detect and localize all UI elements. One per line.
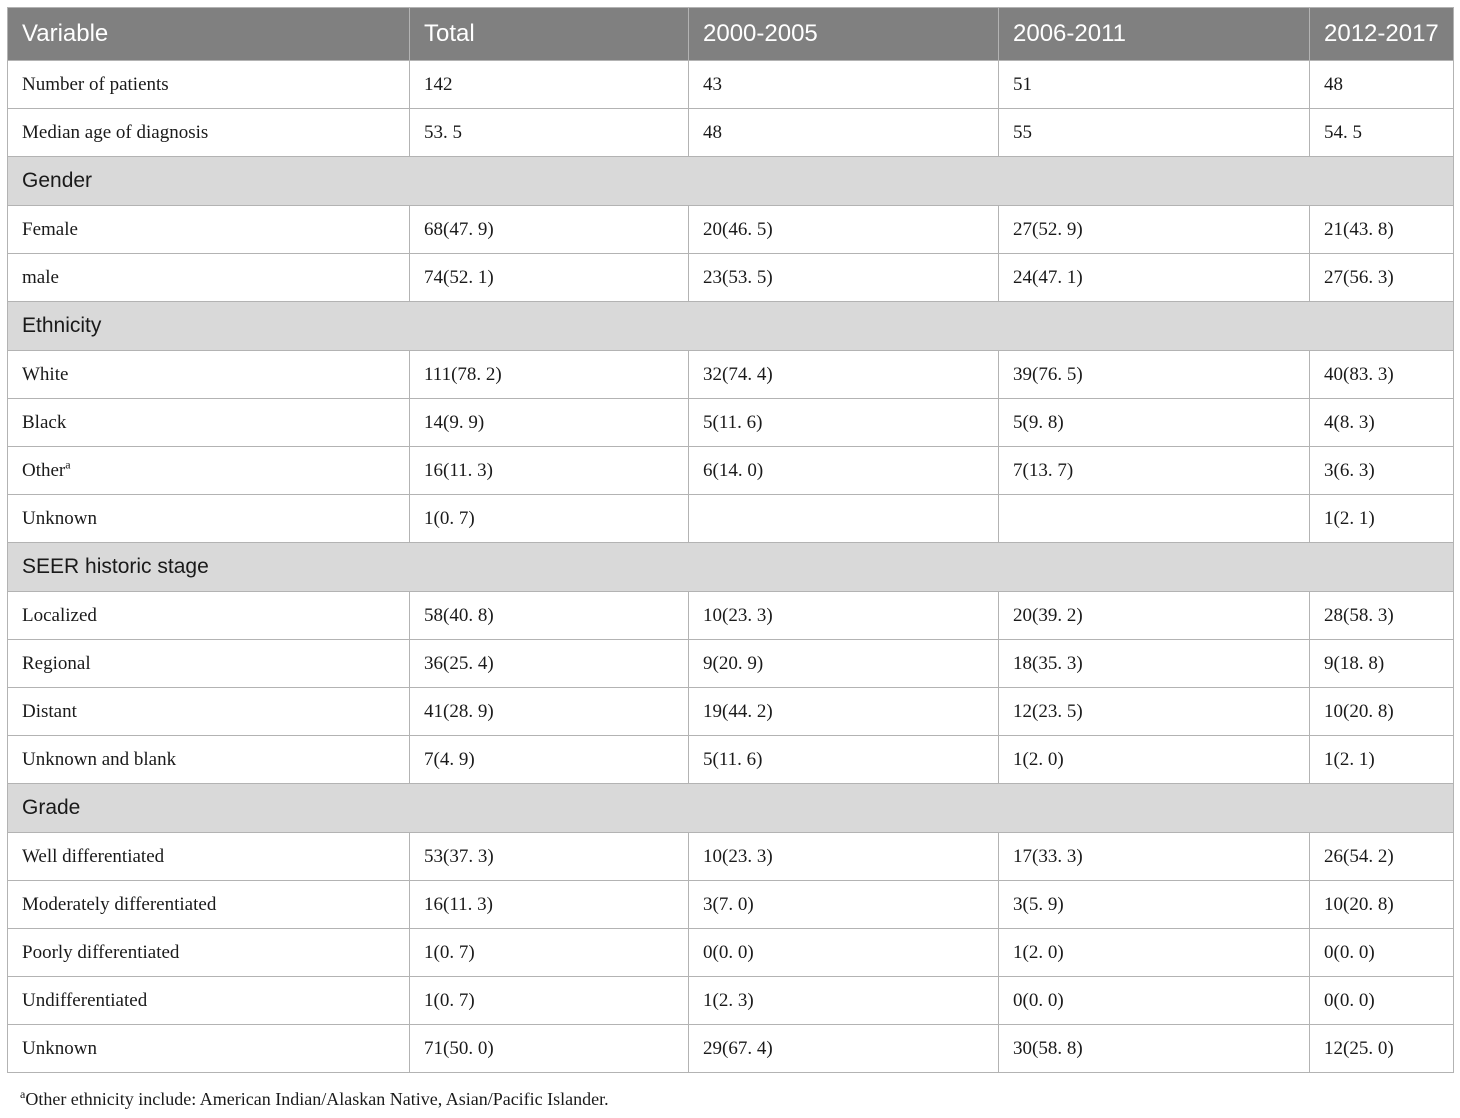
footnote-marker: a	[65, 457, 71, 472]
cell-2006-2011: 51	[999, 61, 1310, 109]
table-row	[8, 351, 1454, 399]
cell-2000-2005	[689, 495, 999, 543]
cell-2006-2011	[999, 495, 1310, 543]
cell-2000-2005: 10(23. 3)	[689, 592, 999, 640]
table-row	[8, 736, 1454, 784]
cell-total: 36(25. 4)	[410, 640, 689, 688]
table-row	[8, 929, 1454, 977]
section-row	[8, 543, 1454, 592]
cell-2000-2005: 32(74. 4)	[689, 351, 999, 399]
cell-2012-2017: 27(56. 3)	[1310, 254, 1454, 302]
cell-2012-2017: 1(2. 1)	[1310, 736, 1454, 784]
footnote-text: Other ethnicity include: American Indian/Alaskan Native, Asian/Pacific Islander.	[25, 1089, 609, 1109]
cell-variable: Poorly differentiated	[8, 929, 410, 977]
cell-variable: Female	[8, 206, 410, 254]
cell-total: 1(0. 7)	[410, 929, 689, 977]
cell-2006-2011: 24(47. 1)	[999, 254, 1310, 302]
table-body	[8, 61, 1454, 1073]
cell-2006-2011: 55	[999, 109, 1310, 157]
table-row	[8, 1025, 1454, 1073]
cell-2006-2011: 5(9. 8)	[999, 399, 1310, 447]
cell-2000-2005: 3(7. 0)	[689, 881, 999, 929]
table-row	[8, 61, 1454, 109]
cell-2012-2017: 21(43. 8)	[1310, 206, 1454, 254]
cell-variable: Well differentiated	[8, 833, 410, 881]
cell-2006-2011: 1(2. 0)	[999, 736, 1310, 784]
cell-2000-2005: 43	[689, 61, 999, 109]
cell-2000-2005: 5(11. 6)	[689, 399, 999, 447]
cell-2000-2005: 19(44. 2)	[689, 688, 999, 736]
cell-total: 16(11. 3)	[410, 447, 689, 495]
cell-2006-2011: 39(76. 5)	[999, 351, 1310, 399]
header-row	[8, 8, 1454, 61]
cell-2012-2017: 10(20. 8)	[1310, 881, 1454, 929]
table-row	[8, 640, 1454, 688]
section-row	[8, 157, 1454, 206]
cell-2012-2017: 12(25. 0)	[1310, 1025, 1454, 1073]
footnote	[20, 1089, 609, 1110]
cell-total: 53. 5	[410, 109, 689, 157]
cell-variable: Number of patients	[8, 61, 410, 109]
table-row	[8, 977, 1454, 1025]
cell-2006-2011: 7(13. 7)	[999, 447, 1310, 495]
cell-total: 111(78. 2)	[410, 351, 689, 399]
table-row	[8, 399, 1454, 447]
cell-variable: Unknown	[8, 495, 410, 543]
cell-2012-2017: 9(18. 8)	[1310, 640, 1454, 688]
cell-variable: male	[8, 254, 410, 302]
cell-2012-2017: 0(0. 0)	[1310, 929, 1454, 977]
cell-variable: Median age of diagnosis	[8, 109, 410, 157]
cell-total: 58(40. 8)	[410, 592, 689, 640]
cell-2012-2017: 28(58. 3)	[1310, 592, 1454, 640]
cell-total: 68(47. 9)	[410, 206, 689, 254]
cell-2012-2017: 4(8. 3)	[1310, 399, 1454, 447]
table-row	[8, 881, 1454, 929]
cell-2006-2011: 0(0. 0)	[999, 977, 1310, 1025]
cell-variable	[8, 447, 410, 495]
cell-2006-2011: 18(35. 3)	[999, 640, 1310, 688]
section-label: Gender	[8, 157, 1454, 206]
cell-total: 1(0. 7)	[410, 977, 689, 1025]
cell-total: 16(11. 3)	[410, 881, 689, 929]
cell-2000-2005: 29(67. 4)	[689, 1025, 999, 1073]
cell-variable: Undifferentiated	[8, 977, 410, 1025]
cell-2000-2005: 23(53. 5)	[689, 254, 999, 302]
table-row	[8, 688, 1454, 736]
table-row	[8, 833, 1454, 881]
cell-2000-2005: 1(2. 3)	[689, 977, 999, 1025]
cell-2012-2017: 0(0. 0)	[1310, 977, 1454, 1025]
cell-variable: Moderately differentiated	[8, 881, 410, 929]
cell-2000-2005: 9(20. 9)	[689, 640, 999, 688]
cell-variable: Regional	[8, 640, 410, 688]
cell-2000-2005: 6(14. 0)	[689, 447, 999, 495]
cell-2006-2011: 12(23. 5)	[999, 688, 1310, 736]
cell-variable: Unknown and blank	[8, 736, 410, 784]
table-row	[8, 495, 1454, 543]
cell-variable: Distant	[8, 688, 410, 736]
cell-2012-2017: 26(54. 2)	[1310, 833, 1454, 881]
section-row	[8, 302, 1454, 351]
header-variable: Variable	[8, 8, 410, 61]
cell-variable: Unknown	[8, 1025, 410, 1073]
section-row	[8, 784, 1454, 833]
cell-total: 74(52. 1)	[410, 254, 689, 302]
header-2006-2011: 2006-2011	[999, 8, 1310, 61]
cell-2006-2011: 30(58. 8)	[999, 1025, 1310, 1073]
cell-2012-2017: 40(83. 3)	[1310, 351, 1454, 399]
cell-total: 53(37. 3)	[410, 833, 689, 881]
cell-2000-2005: 48	[689, 109, 999, 157]
table-row	[8, 254, 1454, 302]
cell-2006-2011: 20(39. 2)	[999, 592, 1310, 640]
header-total: Total	[410, 8, 689, 61]
cell-2012-2017: 48	[1310, 61, 1454, 109]
cell-2006-2011: 1(2. 0)	[999, 929, 1310, 977]
cell-variable: White	[8, 351, 410, 399]
cell-total: 142	[410, 61, 689, 109]
section-label: Grade	[8, 784, 1454, 833]
cell-total: 41(28. 9)	[410, 688, 689, 736]
characteristics-table	[7, 7, 1454, 1073]
section-label: SEER historic stage	[8, 543, 1454, 592]
header-2012-2017: 2012-2017	[1310, 8, 1454, 61]
footnote-marker: a	[20, 1087, 26, 1101]
cell-2012-2017: 10(20. 8)	[1310, 688, 1454, 736]
cell-2006-2011: 3(5. 9)	[999, 881, 1310, 929]
cell-2000-2005: 10(23. 3)	[689, 833, 999, 881]
cell-variable: Black	[8, 399, 410, 447]
header-2000-2005: 2000-2005	[689, 8, 999, 61]
cell-total: 71(50. 0)	[410, 1025, 689, 1073]
cell-total: 7(4. 9)	[410, 736, 689, 784]
table-row	[8, 206, 1454, 254]
cell-2000-2005: 0(0. 0)	[689, 929, 999, 977]
cell-2000-2005: 20(46. 5)	[689, 206, 999, 254]
variable-label: Other	[22, 459, 66, 481]
cell-2012-2017: 54. 5	[1310, 109, 1454, 157]
cell-total: 14(9. 9)	[410, 399, 689, 447]
cell-2012-2017: 1(2. 1)	[1310, 495, 1454, 543]
section-label: Ethnicity	[8, 302, 1454, 351]
table-row	[8, 447, 1454, 495]
table-row	[8, 109, 1454, 157]
table-row	[8, 592, 1454, 640]
cell-2006-2011: 17(33. 3)	[999, 833, 1310, 881]
cell-2012-2017: 3(6. 3)	[1310, 447, 1454, 495]
cell-total: 1(0. 7)	[410, 495, 689, 543]
cell-variable: Localized	[8, 592, 410, 640]
cell-2000-2005: 5(11. 6)	[689, 736, 999, 784]
cell-2006-2011: 27(52. 9)	[999, 206, 1310, 254]
